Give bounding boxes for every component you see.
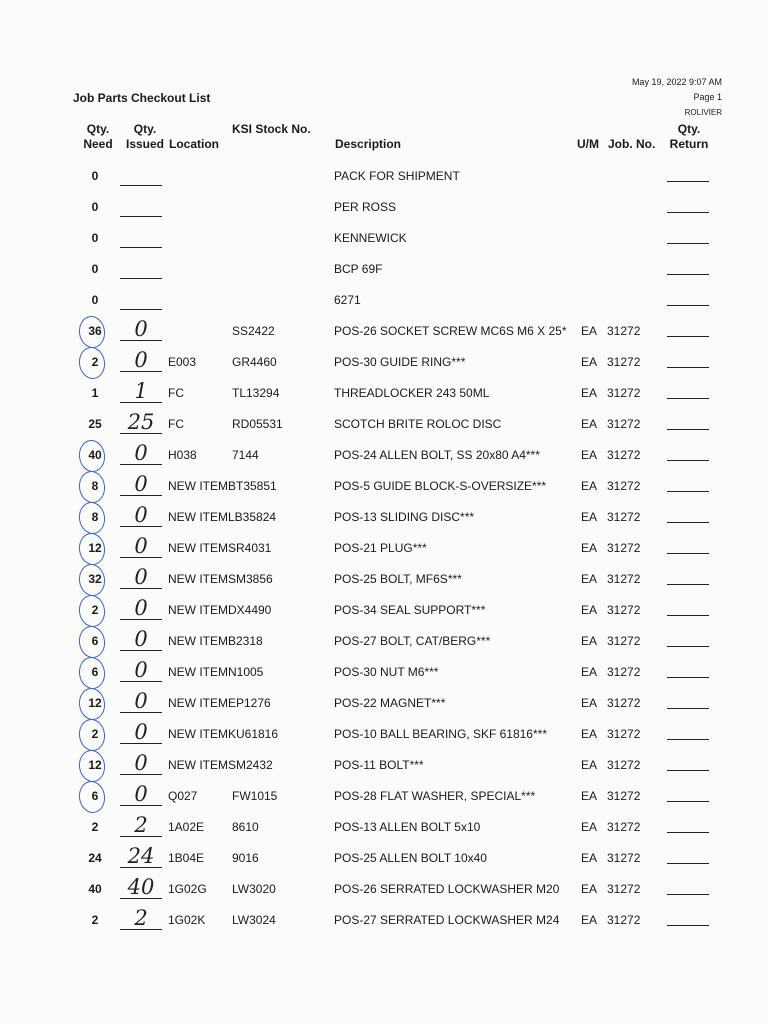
unit-of-measure: EA [581, 665, 598, 679]
table-row [0, 626, 768, 657]
table-row [0, 595, 768, 626]
table-row [0, 874, 768, 905]
print-date: May 19, 2022 9:07 AM [631, 77, 722, 87]
location: NEW ITEMSM3856 [168, 572, 273, 586]
description: POS-13 ALLEN BOLT 5x10 [334, 820, 481, 834]
unit-of-measure: EA [581, 758, 598, 772]
header-location: Location [169, 137, 219, 151]
qty-need: 1 [91, 386, 99, 400]
table-row [0, 688, 768, 719]
qty-issued-handwritten: 0 [134, 627, 148, 651]
qty-need: 12 [88, 541, 102, 555]
qty-issued-handwritten: 2 [134, 813, 148, 837]
location: Q027 [168, 789, 198, 803]
job-no: 31272 [607, 634, 641, 648]
qty-need: 2 [91, 727, 99, 741]
qty-issued-handwritten: 2 [134, 906, 148, 930]
job-no: 31272 [607, 665, 641, 679]
description: KENNEWICK [334, 231, 407, 245]
qty-need: 25 [88, 417, 102, 431]
description: POS-10 BALL BEARING, SKF 61816*** [334, 727, 547, 741]
qty-need: 8 [91, 510, 99, 524]
qty-need: 0 [91, 169, 99, 183]
unit-of-measure: EA [581, 541, 598, 555]
page-title: Job Parts Checkout List [73, 91, 211, 105]
qty-return-field[interactable] [667, 316, 709, 337]
unit-of-measure: EA [581, 851, 598, 865]
location: NEW ITEMEP1276 [168, 696, 271, 710]
stock-no: GR4460 [232, 355, 277, 369]
page-number: Page 1 [693, 92, 722, 102]
qty-issued-field[interactable] [120, 254, 162, 279]
stock-no: 9016 [232, 851, 259, 865]
qty-issued-handwritten: 0 [134, 441, 148, 465]
qty-issued-field[interactable] [120, 502, 162, 527]
table-row [0, 719, 768, 750]
qty-issued-field[interactable] [120, 564, 162, 589]
location: NEW ITEMKU61816 [168, 727, 279, 741]
qty-issued-field[interactable] [120, 750, 162, 775]
location: 1G02K [168, 913, 206, 927]
table-row [0, 347, 768, 378]
table-row [0, 440, 768, 471]
table-row [0, 409, 768, 440]
description: POS-26 SERRATED LOCKWASHER M20 [334, 882, 560, 896]
header-um: U/M [577, 137, 599, 151]
description: POS-21 PLUG*** [334, 541, 427, 555]
qty-return-field[interactable] [667, 657, 709, 678]
description: POS-25 ALLEN BOLT 10x40 [334, 851, 487, 865]
table-row [0, 316, 768, 347]
qty-need: 12 [88, 758, 102, 772]
qty-issued-field[interactable] [120, 378, 162, 403]
unit-of-measure: EA [581, 820, 598, 834]
job-no: 31272 [607, 913, 641, 927]
qty-issued-field[interactable] [120, 347, 162, 372]
header-qty-return: Qty. Return [669, 122, 709, 151]
qty-return-field[interactable] [667, 533, 709, 554]
qty-issued-handwritten: 0 [134, 317, 148, 341]
unit-of-measure: EA [581, 510, 598, 524]
qty-issued-field[interactable] [120, 719, 162, 744]
description: POS-25 BOLT, MF6S*** [334, 572, 462, 586]
qty-issued-handwritten: 1 [134, 379, 148, 403]
job-no: 31272 [607, 572, 641, 586]
qty-need: 0 [91, 262, 99, 276]
stock-no: LW3020 [232, 882, 276, 896]
qty-issued-field[interactable] [120, 316, 162, 341]
qty-issued-field[interactable] [120, 657, 162, 682]
unit-of-measure: EA [581, 448, 598, 462]
qty-issued-handwritten: 40 [127, 875, 155, 899]
qty-return-field[interactable] [667, 626, 709, 647]
qty-need: 2 [91, 603, 99, 617]
qty-issued-handwritten: 0 [134, 689, 148, 713]
description: POS-26 SOCKET SCREW MC6S M6 X 25* [334, 324, 567, 338]
qty-issued-field[interactable] [120, 874, 162, 899]
description: POS-5 GUIDE BLOCK-S-OVERSIZE*** [334, 479, 547, 493]
description: POS-30 GUIDE RING*** [334, 355, 466, 369]
description: POS-13 SLIDING DISC*** [334, 510, 475, 524]
qty-issued-handwritten: 0 [134, 472, 148, 496]
table-row [0, 223, 768, 254]
unit-of-measure: EA [581, 727, 598, 741]
header-qty-need: Qty. Need [83, 122, 113, 151]
location: 1G02G [168, 882, 207, 896]
job-no: 31272 [607, 324, 641, 338]
table-row [0, 843, 768, 874]
qty-issued-handwritten: 0 [134, 348, 148, 372]
description: POS-30 NUT M6*** [334, 665, 439, 679]
qty-issued-field[interactable] [120, 223, 162, 248]
qty-issued-field[interactable] [120, 812, 162, 837]
unit-of-measure: EA [581, 913, 598, 927]
unit-of-measure: EA [581, 479, 598, 493]
header-stock-no: KSI Stock No. [232, 122, 311, 136]
qty-issued-handwritten: 0 [134, 720, 148, 744]
qty-return-field[interactable] [667, 688, 709, 709]
table-row [0, 812, 768, 843]
qty-return-field[interactable] [667, 595, 709, 616]
table-row [0, 254, 768, 285]
job-no: 31272 [607, 696, 641, 710]
description: POS-11 BOLT*** [334, 758, 424, 772]
description: POS-24 ALLEN BOLT, SS 20x80 A4*** [334, 448, 540, 462]
job-no: 31272 [607, 603, 641, 617]
unit-of-measure: EA [581, 882, 598, 896]
qty-return-field[interactable] [667, 223, 709, 244]
header-job-no: Job. No. [608, 137, 656, 151]
stock-no: SS2422 [232, 324, 275, 338]
qty-need: 36 [88, 324, 102, 338]
location: E003 [168, 355, 197, 369]
description: POS-27 SERRATED LOCKWASHER M24 [334, 913, 560, 927]
qty-issued-handwritten: 0 [134, 782, 148, 806]
qty-issued-field[interactable] [120, 192, 162, 217]
qty-need: 6 [91, 665, 99, 679]
qty-return-field[interactable] [667, 409, 709, 430]
stock-no: RD05531 [232, 417, 283, 431]
table-row [0, 161, 768, 192]
description: BCP 69F [334, 262, 383, 276]
qty-issued-handwritten: 0 [134, 503, 148, 527]
user-id: ROLIVIER [684, 108, 722, 117]
qty-return-field[interactable] [667, 564, 709, 585]
unit-of-measure: EA [581, 572, 598, 586]
qty-issued-field[interactable] [120, 843, 162, 868]
unit-of-measure: EA [581, 603, 598, 617]
job-no: 31272 [607, 820, 641, 834]
stock-no: TL13294 [232, 386, 280, 400]
qty-need: 0 [91, 200, 99, 214]
description: POS-27 BOLT, CAT/BERG*** [334, 634, 491, 648]
table-row [0, 285, 768, 316]
qty-return-field[interactable] [667, 378, 709, 399]
job-no: 31272 [607, 355, 641, 369]
unit-of-measure: EA [581, 324, 598, 338]
qty-return-field[interactable] [667, 719, 709, 740]
qty-issued-field[interactable] [120, 161, 162, 186]
qty-return-field[interactable] [667, 905, 709, 926]
job-no: 31272 [607, 479, 641, 493]
header-description: Description [335, 137, 402, 151]
unit-of-measure: EA [581, 789, 598, 803]
qty-return-field[interactable] [667, 161, 709, 182]
description: PER ROSS [334, 200, 397, 214]
qty-issued-field[interactable] [120, 595, 162, 620]
qty-return-field[interactable] [667, 502, 709, 523]
qty-issued-handwritten: 0 [134, 751, 148, 775]
table-row [0, 657, 768, 688]
unit-of-measure: EA [581, 417, 598, 431]
unit-of-measure: EA [581, 696, 598, 710]
qty-return-field[interactable] [667, 471, 709, 492]
location: NEW ITEMDX4490 [168, 603, 272, 617]
job-no: 31272 [607, 386, 641, 400]
qty-need: 40 [88, 448, 102, 462]
qty-issued-field[interactable] [120, 285, 162, 310]
location: NEW ITEMB2318 [168, 634, 263, 648]
qty-return-field[interactable] [667, 781, 709, 802]
qty-need: 8 [91, 479, 99, 493]
location: H038 [168, 448, 197, 462]
description: POS-22 MAGNET*** [334, 696, 446, 710]
qty-return-field[interactable] [667, 440, 709, 461]
job-no: 31272 [607, 510, 641, 524]
location: FC [168, 386, 184, 400]
qty-issued-field[interactable] [120, 409, 162, 434]
qty-need: 0 [91, 293, 99, 307]
qty-issued-field[interactable] [120, 533, 162, 558]
qty-need: 40 [88, 882, 102, 896]
table-row [0, 533, 768, 564]
qty-return-field[interactable] [667, 843, 709, 864]
qty-return-field[interactable] [667, 347, 709, 368]
location: NEW ITEMN1005 [168, 665, 264, 679]
table-row [0, 471, 768, 502]
stock-no: 8610 [232, 820, 259, 834]
qty-issued-handwritten: 0 [134, 658, 148, 682]
qty-need: 2 [91, 913, 99, 927]
location: NEW ITEMSM2432 [168, 758, 273, 772]
table-row [0, 378, 768, 409]
qty-return-field[interactable] [667, 874, 709, 895]
location: NEW ITEMSR4031 [168, 541, 272, 555]
job-no: 31272 [607, 789, 641, 803]
unit-of-measure: EA [581, 634, 598, 648]
qty-return-field[interactable] [667, 192, 709, 213]
qty-issued-field[interactable] [120, 626, 162, 651]
stock-no: 7144 [232, 448, 259, 462]
qty-issued-handwritten: 0 [134, 534, 148, 558]
location: 1A02E [168, 820, 205, 834]
qty-need: 2 [91, 820, 99, 834]
header-qty-issued: Qty. Issued [125, 122, 164, 151]
stock-no: LW3024 [232, 913, 276, 927]
qty-need: 0 [91, 231, 99, 245]
location: FC [168, 417, 184, 431]
unit-of-measure: EA [581, 355, 598, 369]
job-no: 31272 [607, 417, 641, 431]
table-row [0, 502, 768, 533]
job-no: 31272 [607, 851, 641, 865]
job-no: 31272 [607, 448, 641, 462]
description: THREADLOCKER 243 50ML [334, 386, 490, 400]
qty-return-field[interactable] [667, 254, 709, 275]
qty-need: 12 [88, 696, 102, 710]
qty-issued-handwritten: 0 [134, 565, 148, 589]
qty-issued-field[interactable] [120, 440, 162, 465]
location: NEW ITEMBT35851 [168, 479, 277, 493]
description: POS-34 SEAL SUPPORT*** [334, 603, 486, 617]
table-row [0, 564, 768, 595]
qty-need: 32 [88, 572, 102, 586]
qty-issued-handwritten: 0 [134, 596, 148, 620]
qty-issued-field[interactable] [120, 905, 162, 930]
job-no: 31272 [607, 727, 641, 741]
table-row [0, 905, 768, 936]
qty-issued-field[interactable] [120, 471, 162, 496]
description: PACK FOR SHIPMENT [334, 169, 460, 183]
qty-need: 2 [91, 355, 99, 369]
description: POS-28 FLAT WASHER, SPECIAL*** [334, 789, 536, 803]
qty-return-field[interactable] [667, 750, 709, 771]
unit-of-measure: EA [581, 386, 598, 400]
table-row [0, 781, 768, 812]
qty-issued-handwritten: 24 [127, 844, 155, 868]
location: 1B04E [168, 851, 205, 865]
job-no: 31272 [607, 758, 641, 772]
stock-no: FW1015 [232, 789, 278, 803]
qty-issued-field[interactable] [120, 781, 162, 806]
description: SCOTCH BRITE ROLOC DISC [334, 417, 502, 431]
table-row [0, 192, 768, 223]
qty-need: 24 [88, 851, 102, 865]
location: NEW ITEMLB35824 [168, 510, 277, 524]
qty-issued-field[interactable] [120, 688, 162, 713]
qty-issued-handwritten: 25 [127, 410, 155, 434]
qty-return-field[interactable] [667, 285, 709, 306]
qty-return-field[interactable] [667, 812, 709, 833]
table-row [0, 750, 768, 781]
job-no: 31272 [607, 541, 641, 555]
description: 6271 [334, 293, 361, 307]
qty-need: 6 [91, 789, 99, 803]
job-no: 31272 [607, 882, 641, 896]
qty-need: 6 [91, 634, 99, 648]
